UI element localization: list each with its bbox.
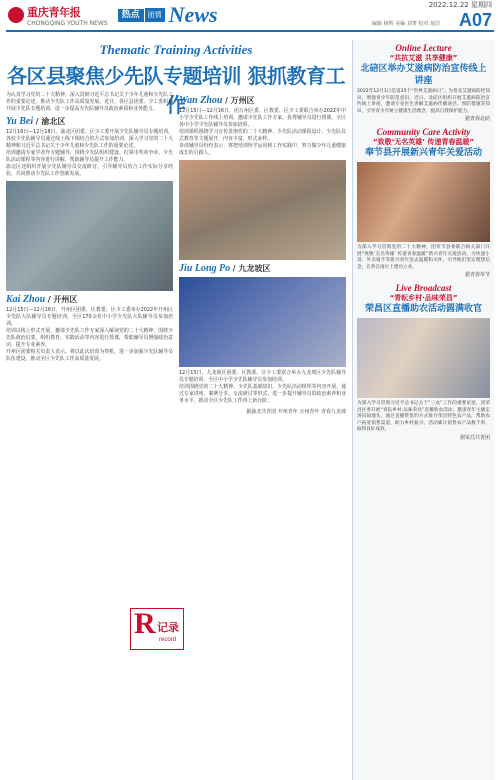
article-intro: 为认真学习党的二十大精神，深入贯彻习近平总书记关于少年儿童和少先队工作的重要论述，推动少先队工作高质量发展，近日，各区县团委、少工委积极开展少先队专题培训，进一步提高少先队辅导员政治素质和业务能力。 — [6, 92, 173, 112]
sidebar-byline: 据青春奉节 — [464, 272, 490, 278]
section-heading-cn: / 万州区 — [224, 96, 255, 105]
sidebar-text: 为深入学习贯彻习近平总书记关于“三农”工作的重要论述，团荣昌区委开展“青耘乡村·品味荣昌”直播助农活动，邀请青年主播走进田间地头，通过直播带货的方式推介荣昌特色农产品，帮助农户拓宽销售渠道，助力乡村振兴。活动累计销售农产品数千单，取得良好成效。 — [357, 401, 490, 432]
paragraph: 开州区团委相关负责人表示，将以此次培训为契机，进一步加强少先队辅导员队伍建设，推动全区少先队工作高质量发展。 — [6, 349, 173, 362]
section-heading-wanzhou — [179, 95, 346, 106]
sidebar-byline: 据荣昌共青团 — [459, 434, 490, 441]
paragraph: 培训课程围绕学习宣传贯彻党的二十大精神、少先队活动课程设计、少先队仪式教育等主题展开，内容丰富、形式多样。 — [179, 129, 346, 142]
article-columns — [6, 92, 346, 415]
section-heading-en: Wan Zhou — [179, 95, 223, 106]
paragraph: 参训辅导员纷纷表示，将把培训所学运用到工作实践中，努力做少年儿童健康成长的引路人。 — [179, 143, 346, 156]
issue-date: 2022.12.22 星期四 — [428, 0, 492, 9]
section-tag: 热点 — [118, 9, 144, 22]
page-number: A07 — [458, 9, 492, 30]
sidebar-photo-live-broadcast — [357, 318, 490, 398]
sidebar-headline: 奉节县开展新兴青年关爱活动 — [364, 148, 482, 158]
sidebar-headline: 荣昌区直播助农活动圆满收官 — [364, 304, 482, 314]
logo-text: 重庆青年报 — [27, 6, 81, 19]
section-heading-cn: / 开州区 — [47, 295, 78, 304]
paragraph: 12月16日—12月18日，渝北区团委、区少工委开展少先队辅导员专题培训，各校少先队辅导员通过线上线下相结合的方式参加培训，深入学习党的二十大精神和习近平总书记关于少年儿童和少先队工作的重要论述。 — [6, 129, 173, 149]
section-heading-en: Kai Zhou — [6, 294, 46, 305]
sidebar-text: 2022年12月1日是第35个“世界艾滋病日”。为普及艾滋病防控知识，增强青少年防范意识，近日，北碚区组织开展艾滋病防治宣传线上讲座，邀请专业医生讲解艾滋病传播途径、预防措施等知识，引导青少年树立健康生活理念，提高自我保护能力。 — [357, 89, 490, 114]
sidebar-en-title: Online Lecture — [395, 43, 452, 53]
sidebar-quote: “共抗艾滋 共享健康” — [389, 54, 458, 62]
section-heading-yubei — [6, 116, 173, 127]
logo-subtext: CHONGQING YOUTH NEWS — [27, 19, 108, 27]
sidebar-section-online-lecture — [357, 43, 490, 122]
sidebar-section-community-care — [357, 127, 490, 278]
main-headline: 各区县聚焦少先队专题培训 狠抓教育工作 — [7, 64, 345, 117]
record-badge — [130, 608, 184, 650]
paragraph: 12月15日—12月16日，团万州区委、区教委、区少工委联合举办2022年中小学少先队工作线上培训，邀请少先队工作专家、优秀辅导员进行授课，全区各中小学少先队辅导员参加培训。 — [179, 108, 346, 128]
sidebar-quote: “致敬‘无名英雄’ 传递青春温暖” — [373, 138, 474, 146]
paragraph: 渝北区还组织开展少先队辅导员交流研讨，引导辅导员结合工作实际分享经验，共同推动少先队工作创新发展。 — [6, 164, 173, 177]
section-heading-cn: / 九龙坡区 — [232, 264, 271, 273]
sidebar-byline: 据青春北碚 — [464, 116, 490, 122]
paragraph: 培训邀请专家学者作专题辅导，围绕少先队组织建设、红领巾奖章争章、少先队活动课程等内容进行讲解，帮助辅导员提升工作能力。 — [6, 150, 173, 163]
sidebar-photo-community-care — [357, 162, 490, 242]
section-tag-secondary: 团情 — [145, 8, 165, 22]
record-badge-en: record — [159, 637, 177, 643]
theme-english-title: Thematic Training Activities — [99, 42, 253, 57]
sidebar-en-title: Live Broadcast — [395, 283, 452, 293]
sidebar-headline: 北碚区举办艾滋病防治宣传线上讲座 — [360, 64, 487, 86]
photo-wanzhou-training — [179, 160, 346, 260]
article-column-right — [179, 92, 346, 415]
section-heading-cn: / 渝北区 — [35, 117, 66, 126]
section-heading-en: Jiu Long Po — [179, 263, 231, 274]
record-badge-cn: 记录 — [157, 621, 179, 634]
paragraph: 12月15日，九龙坡区团委、区教委、区少工委联合举办九龙坡区少先队辅导员专题培训，全区中小学少先队辅导员参加培训。 — [179, 370, 346, 383]
record-badge-letter: R — [134, 607, 156, 640]
section-heading-kaizhou — [6, 294, 173, 305]
section-heading-jiulongpo — [179, 263, 346, 274]
logo-emblem-icon — [8, 7, 24, 23]
sidebar — [352, 40, 494, 780]
section-heading-en: Yu Bei — [6, 116, 34, 127]
news-wordmark: News — [168, 2, 218, 27]
article-byline: 据渝北共青团 开州青年 万州青年 青春九龙坡 — [246, 409, 346, 415]
main-article — [6, 40, 346, 780]
sidebar-quote: “青耘乡村·品味荣昌” — [389, 294, 458, 302]
masthead-rule — [6, 30, 494, 32]
editor-credits: 编辑 杨辉 美编 刘菁 校对 胡洁 — [372, 21, 440, 27]
paragraph: 培训以线上形式开展，邀请少先队工作专家深入解读党的二十大精神，围绕少先队政治启蒙、组织教育、实践活动等内容进行授课，帮助辅导员增强政治意识，提升专业素养。 — [6, 328, 173, 348]
sidebar-text: 为深入学习贯彻党的二十大精神，团奉节县委联合相关部门开展“致敬‘无名英雄’ 传递青春温暖”新兴青年关爱活动，为快递小哥、外卖骑手等新兴青年送去温暖和关怀，引导他们坚定理想信念，在各自岗位上建功立业。 — [357, 245, 490, 270]
sidebar-section-live-broadcast — [357, 283, 490, 441]
photo-jiulongpo-training — [179, 277, 346, 367]
article-column-left — [6, 92, 173, 415]
newspaper-logo — [8, 4, 108, 27]
paragraph: 培训围绕党的二十大精神、少先队基础知识、少先队活动组织等内容开展，通过专家讲座、案例分享、交流研讨等形式，进一步提升辅导员的政治素养和业务水平，推动全区少先队工作再上新台阶。 — [179, 384, 346, 404]
paragraph: 12月15日—12月16日，开州区团委、区教委、区少工委举办2022年开州区少先队大队辅导员专题培训，全区170余名中小学少先队大队辅导员参加培训。 — [6, 307, 173, 327]
masthead — [0, 0, 500, 30]
photo-yubei-training — [6, 181, 173, 291]
sidebar-en-title: Community Care Activity — [376, 127, 471, 137]
